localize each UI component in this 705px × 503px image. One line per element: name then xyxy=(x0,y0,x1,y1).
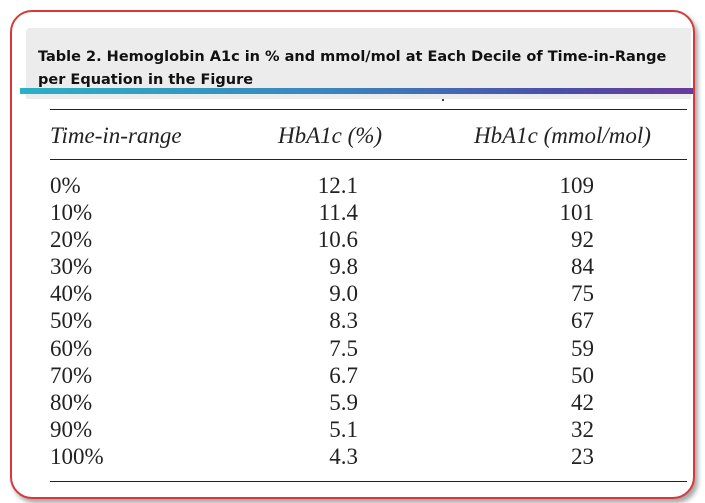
cell-hba1c-percent: 8.3 xyxy=(329,308,358,334)
cell-hba1c-mmol: 23 xyxy=(571,443,594,469)
cell-hba1c-percent: 9.0 xyxy=(329,281,358,307)
cell-hba1c-mmol: 84 xyxy=(571,254,594,280)
cell-hba1c-mmol: 32 xyxy=(571,416,594,442)
cell-hba1c-mmol: 101 xyxy=(559,200,594,226)
cell-hba1c-percent: 7.5 xyxy=(329,335,358,361)
cell-hba1c-percent: 12.1 xyxy=(317,173,358,198)
header-hba1c-percent: HbA1c (%) xyxy=(278,123,383,148)
cell-hba1c-percent: 6.7 xyxy=(329,362,358,388)
stray-dot xyxy=(442,99,444,101)
table-top-rule xyxy=(50,109,687,110)
cell-hba1c-mmol: 42 xyxy=(571,389,594,415)
cell-time-in-range: 50% xyxy=(50,308,93,334)
cell-hba1c-mmol: 75 xyxy=(571,281,594,307)
cell-time-in-range: 30% xyxy=(50,254,93,280)
table-row xyxy=(12,362,693,389)
cell-hba1c-percent: 5.1 xyxy=(329,416,358,442)
table-row xyxy=(12,199,693,226)
cell-hba1c-percent: 4.3 xyxy=(329,443,358,469)
cell-time-in-range: 70% xyxy=(50,362,93,388)
table-title: Table 2. Hemoglobin A1c in % and mmol/mol at Each Decile of Time-in-Range per Equation in the Figure xyxy=(38,49,667,88)
cell-hba1c-mmol: 59 xyxy=(571,335,594,361)
cell-hba1c-mmol: 109 xyxy=(559,173,594,198)
table-row xyxy=(12,226,693,253)
cell-hba1c-percent: 11.4 xyxy=(318,200,358,226)
table-row xyxy=(12,416,693,443)
table-body xyxy=(12,172,693,470)
table-row xyxy=(12,307,693,334)
cell-hba1c-mmol: 92 xyxy=(571,227,594,253)
table-row xyxy=(12,172,693,199)
cell-hba1c-percent: 9.8 xyxy=(329,254,358,280)
cell-time-in-range: 60% xyxy=(50,335,93,361)
cell-time-in-range: 20% xyxy=(50,227,93,253)
cell-hba1c-mmol: 50 xyxy=(571,362,594,388)
cell-hba1c-mmol: 67 xyxy=(571,308,594,334)
table-card xyxy=(10,10,695,499)
table-row xyxy=(12,280,693,307)
cell-time-in-range: 10% xyxy=(50,200,93,226)
header-hba1c-mmol: HbA1c (mmol/mol) xyxy=(474,123,651,148)
cell-time-in-range: 0% xyxy=(50,173,81,198)
accent-divider xyxy=(20,88,693,94)
cell-time-in-range: 40% xyxy=(50,281,93,307)
table-bottom-rule xyxy=(50,481,687,482)
cell-time-in-range: 100% xyxy=(50,443,104,469)
cell-time-in-range: 90% xyxy=(50,416,93,442)
header-rule xyxy=(50,159,687,160)
cell-hba1c-percent: 10.6 xyxy=(317,227,358,253)
table-row xyxy=(12,389,693,416)
table-row xyxy=(12,253,693,280)
cell-time-in-range: 80% xyxy=(50,389,93,415)
table-row xyxy=(12,443,693,470)
cell-hba1c-percent: 5.9 xyxy=(329,389,358,415)
table-row xyxy=(12,335,693,362)
header-time-in-range: Time-in-range xyxy=(50,123,182,148)
